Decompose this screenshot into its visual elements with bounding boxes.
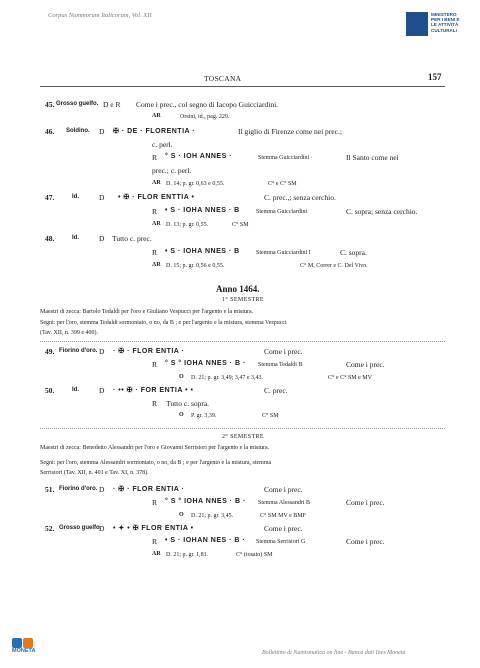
mint-signs: Segni: per l'oro, stemma Tedaldi sormontato, o no, da B ; e per l'argento e la mistura, stemma Vespucci (40, 320, 287, 326)
obverse-legend: · ✠ · FLOR ENTIA · (113, 348, 185, 355)
measurements: P. gr. 3,39. (191, 413, 217, 419)
running-title: TOSCANA (204, 74, 242, 83)
footer-text: Bollettino di Numismatica on line - Banca dati Ines Moneta (262, 650, 406, 656)
collections: C° e C° SM (268, 181, 297, 187)
metal: O (179, 512, 184, 518)
coin-name: Grosso guelfo. (56, 101, 99, 107)
reverse-legend: • S · IOHAN NES · B · (165, 537, 246, 544)
obverse-mark: D (99, 234, 105, 243)
obverse-mark: D (99, 386, 105, 395)
reverse-note: Stemma Tedaldi B (258, 362, 303, 368)
coin-name: Id. (72, 235, 79, 241)
reverse-mark: R (152, 399, 158, 408)
obverse-legend: · •• ✠ · FOR ENTIA • • (113, 387, 194, 394)
description: Come i prec. (264, 485, 303, 494)
reverse-note: Stemma Guicciardini (256, 209, 308, 215)
reverse-legend: ° S ° IOHA NNES · B · (165, 360, 246, 367)
obverse-legend: • ✦ • ✠ FLOR ENTIA • (113, 525, 194, 532)
metal: AR (152, 180, 161, 186)
obverse-mark: D (99, 485, 105, 494)
moneta-logo (12, 638, 40, 656)
coin-name: Soldino. (66, 128, 90, 134)
entry-number: 47. (45, 193, 55, 202)
collections: C° (tosato) SM (236, 552, 273, 558)
mint-masters: Maestri di zecca: Bartolo Tedaldi per l'oro e Giuliano Vespucci per l'argento e la mistura. (40, 309, 254, 315)
reverse-description: Tutto c. sopra. (166, 399, 210, 408)
reverse-note: Stemma Guicciardini I (256, 250, 311, 256)
ministry-logo (406, 12, 472, 38)
page-number: 157 (428, 72, 442, 82)
entry-number: 50. (45, 386, 55, 395)
journal-title: Corpus Nummorum Italicorum, Vol. XII (48, 12, 152, 19)
obverse-legend: • ✠ · FLOR ENTTIA • (118, 194, 195, 201)
reverse-legend: • S · IOHA NNES · B (165, 248, 240, 255)
obverse-mark: D (99, 347, 105, 356)
description: Tutto c. prec. (112, 234, 152, 243)
section-separator (40, 428, 445, 429)
metal: AR (152, 551, 161, 557)
coin-name: Fiorino d'oro. (59, 486, 98, 492)
metal: AR (152, 221, 161, 227)
reverse-mark: R (152, 207, 158, 216)
ministry-emblem-icon (406, 12, 428, 36)
reverse-mark: R (152, 537, 158, 546)
coin-name: Fiorino d'oro. (59, 348, 98, 354)
semester-title: 2° SEMESTRE (222, 434, 264, 440)
reverse-mark: R (152, 498, 158, 507)
measurements: D. 13; p. gr. 0,55. (166, 222, 209, 228)
obverse-reverse-mark: D e R (103, 100, 121, 109)
description: Come i prec., col segno di Iacopo Guicciardini. (136, 100, 279, 109)
description-cont: c. perl. (152, 140, 173, 149)
reverse-mark: R (152, 360, 158, 369)
obverse-mark: D (99, 524, 105, 533)
semester-title: 1° SEMESTRE (222, 297, 264, 303)
collections: C° M, Correr e C. Del Vivo. (300, 263, 368, 269)
coin-name: Grosso guelfo. (59, 525, 102, 531)
coin-name: Id. (72, 194, 79, 200)
reverse-description: Come i prec. (346, 360, 385, 369)
entry-number: 45. (45, 100, 55, 109)
mint-signs-cont: (Tav. XII, n. 399 e 400). (40, 330, 99, 336)
coin-name: Id. (72, 387, 79, 393)
entry-number: 52. (45, 524, 55, 533)
reverse-description: C. sopra; senza cerchio. (346, 207, 418, 216)
collections: C° SM (232, 222, 249, 228)
metal: AR (152, 113, 161, 119)
reverse-mark: R (152, 153, 158, 162)
reverse-legend: ° S · IOH ANNES · (165, 153, 233, 160)
description: Come i prec. (264, 347, 303, 356)
description: Il giglio di Firenze come nei prec.; (238, 127, 342, 136)
ministry-name: MINISTERO PER I BENI E LE ATTIVITÀ CULTURALI (431, 12, 460, 33)
reverse-description-cont: prec.; c. perl. (152, 166, 192, 175)
reverse-legend: • S · IOHA NNES · B (165, 207, 240, 214)
reverse-note: Stemma Alessandri B (258, 500, 310, 506)
header-rule (40, 86, 445, 87)
metal: O (179, 374, 184, 380)
year-heading: Anno 1464. (216, 284, 260, 294)
entry-number: 51. (45, 485, 55, 494)
reverse-description: C. sopra. (340, 248, 367, 257)
obverse-mark: D (99, 127, 105, 136)
reverse-description: Come i prec. (346, 498, 385, 507)
reference: Orsini, id., pag. 229. (180, 114, 230, 120)
logo-square-orange-icon (23, 638, 33, 648)
obverse-legend: ✠ · DE · FLORENTIA · (113, 128, 196, 135)
logo-square-blue-icon (12, 638, 22, 648)
mint-signs: Segni: per l'oro, stemma Alessandri sormontato, o no, da B ; e per l'argento e la mistura, stemma (40, 460, 272, 466)
collections: C° SM (262, 413, 279, 419)
reverse-note: Stemma Guicciardini · (258, 155, 313, 161)
reverse-legend: ° S ° IOHA NNES · B · (165, 498, 246, 505)
measurements: D. 15; p. gr. 0,56 e 0,55. (166, 263, 225, 269)
reverse-note: Stemma Serristori G (256, 539, 306, 545)
obverse-mark: D (99, 193, 105, 202)
measurements: D. 21; p. gr. 3,45. (191, 513, 234, 519)
entry-number: 46. (45, 127, 55, 136)
mint-masters: Maestri di zecca: Benedetto Alessandri per l'oro e Giovanni Serristori per l'argento e la mistura. (40, 445, 270, 451)
collections: C° e C° SM e MV (328, 375, 372, 381)
section-separator (40, 341, 445, 342)
measurements: D. 21; p. gr. 1,81. (166, 552, 209, 558)
measurements: D. 14; p. gr. 0,63 e 0,55. (166, 181, 225, 187)
reverse-mark: R (152, 248, 158, 257)
description: C. prec.,; senza cerchio. (264, 193, 336, 202)
measurements: D. 21; p. gr. 3,49; 3,47 e 3,43. (191, 375, 263, 381)
logo-text: MONETA (12, 648, 36, 654)
collections: C° SM MV e BMF (260, 513, 306, 519)
entry-number: 48. (45, 234, 55, 243)
reverse-description: Il Santo come nei (346, 153, 399, 162)
metal: O (179, 412, 184, 418)
mint-signs-cont: Serristori (Tav. XII, n. 401 e Tav. XI, n. 378). (40, 470, 149, 476)
description: Come i prec. (264, 524, 303, 533)
reverse-description: Come i prec. (346, 537, 385, 546)
description: C. prec. (264, 386, 288, 395)
obverse-legend: · ✠ · FLOR ENTIA · (113, 486, 185, 493)
entry-number: 49. (45, 347, 55, 356)
metal: AR (152, 262, 161, 268)
